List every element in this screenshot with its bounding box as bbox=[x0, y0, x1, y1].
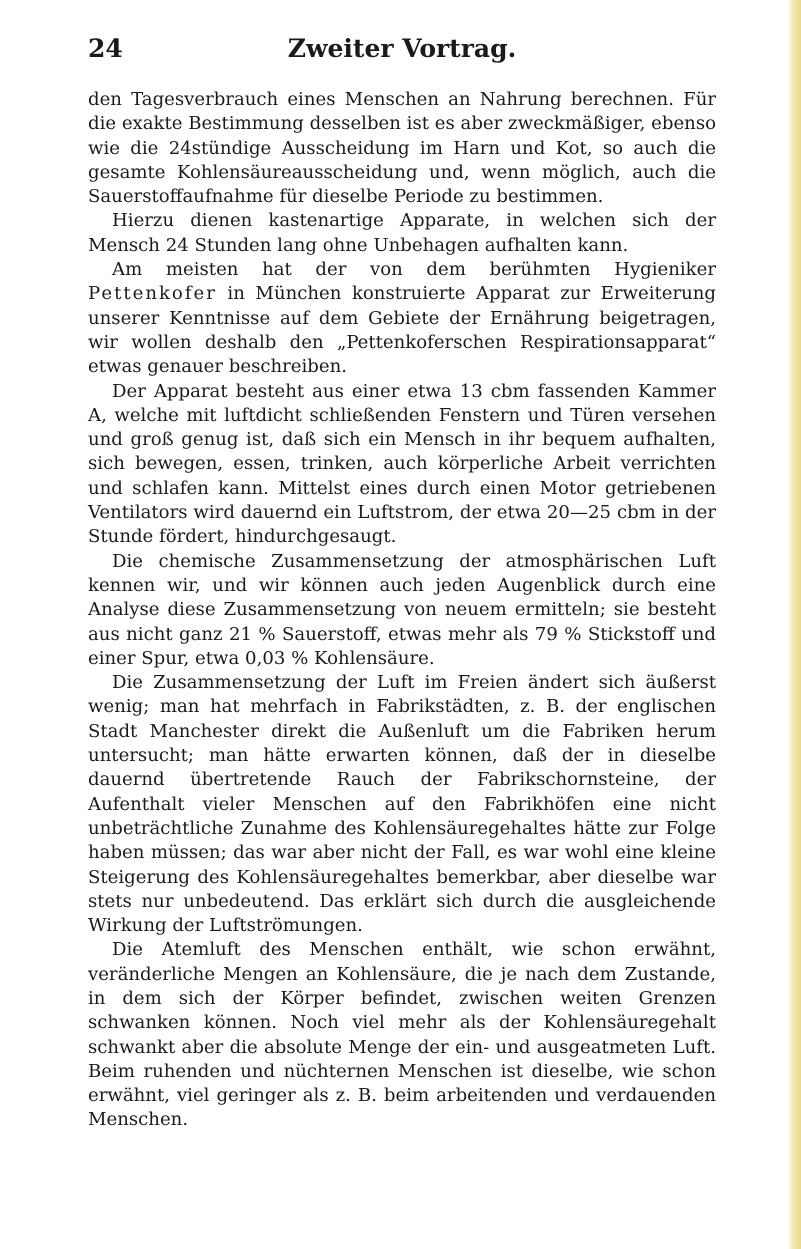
paragraph-2: Hierzu dienen kastenartige Apparate, in welchen sich der Mensch 24 Stunden lang ohne Unbehagen aufhalten kann. bbox=[88, 210, 716, 256]
paragraph-4: Der Apparat besteht aus einer etwa 13 cbm fassenden Kammer A, welche mit luftdicht schließenden Fenstern und Türen versehen und groß genug ist, daß sich ein Mensch in ihr bequem aufhalten, sich bewegen, essen, trinken, auch körperliche Arbeit verrichten und schlafen kann. Mittelst eines durch einen Motor getriebenen Ventilators wird dauernd ein Luftstrom, der etwa 20—25 cbm in der Stunde fördert, hindurchgesaugt. bbox=[88, 380, 716, 548]
emphasized-name: Pettenkofer bbox=[88, 283, 217, 305]
body-text bbox=[88, 88, 716, 1133]
page-number: 24 bbox=[88, 34, 123, 63]
running-head: Zweiter Vortrag. bbox=[287, 34, 517, 63]
paragraph-5: Die chemische Zusammensetzung der atmosphärischen Luft kennen wir, und wir können auch jeden Augenblick durch eine Analyse diese Zusammensetzung von neuem ermitteln; sie besteht aus nicht ganz 21 % Sauerstoff, etwas mehr als 79 % Stickstoff und einer Spur, etwa 0,03 % Kohlensäure. bbox=[88, 550, 716, 669]
paragraph-6: Die Zusammensetzung der Luft im Freien ändert sich äußerst wenig; man hat mehrfach in Fabrikstädten, z. B. der englischen Stadt Manchester direkt die Außenluft um die Fabriken herum untersucht; man hätte erwarten können, daß der in dieselbe dauernd übertretende Rauch der Fabrikschornsteine, der Aufenthalt vieler Menschen auf den Fabrikhöfen eine nicht unbeträchtliche Zunahme des Kohlensäuregehaltes hätte zur Folge haben müssen; das war aber nicht der Fall, es war wohl eine kleine Steigerung des Kohlensäuregehaltes bemerkbar, aber dieselbe war stets nur unbedeutend. Das erklärt sich durch die ausgleichende Wirkung der Luftströmungen. bbox=[88, 672, 716, 937]
page-header bbox=[88, 30, 716, 70]
paragraph-3: Am meisten hat der von dem berühmten Hygieniker Pettenkofer in München konstruierte Apparat zur Erweiterung unserer Kenntnisse auf dem Gebiete der Ernährung beigetragen, wir wollen deshalb den „Pettenkoferschen Respirationsapparat“ etwas genauer beschreiben. bbox=[88, 259, 716, 378]
page-edge bbox=[787, 0, 801, 1249]
paragraph-7: Die Atemluft des Menschen enthält, wie schon erwähnt, veränderliche Mengen an Kohlensäure, die je nach dem Zustande, in dem sich der Körper befindet, zwischen weiten Grenzen schwanken können. Noch viel mehr als der Kohlensäuregehalt schwankt aber die absolute Menge der ein- und ausgeatmeten Luft. Beim ruhenden und nüchternen Menschen ist dieselbe, wie schon erwähnt, viel geringer als z. B. beim arbeitenden und verdauenden Menschen. bbox=[88, 939, 716, 1131]
paragraph-1: den Tagesverbrauch eines Menschen an Nahrung berechnen. Für die exakte Bestimmung desselben ist es aber zweckmäßiger, ebenso wie die 24stündige Ausscheidung im Harn und Kot, so auch die gesamte Kohlensäureausscheidung und, wenn möglich, auch die Sauerstoffaufnahme für dieselbe Periode zu bestimmen. bbox=[88, 89, 716, 208]
